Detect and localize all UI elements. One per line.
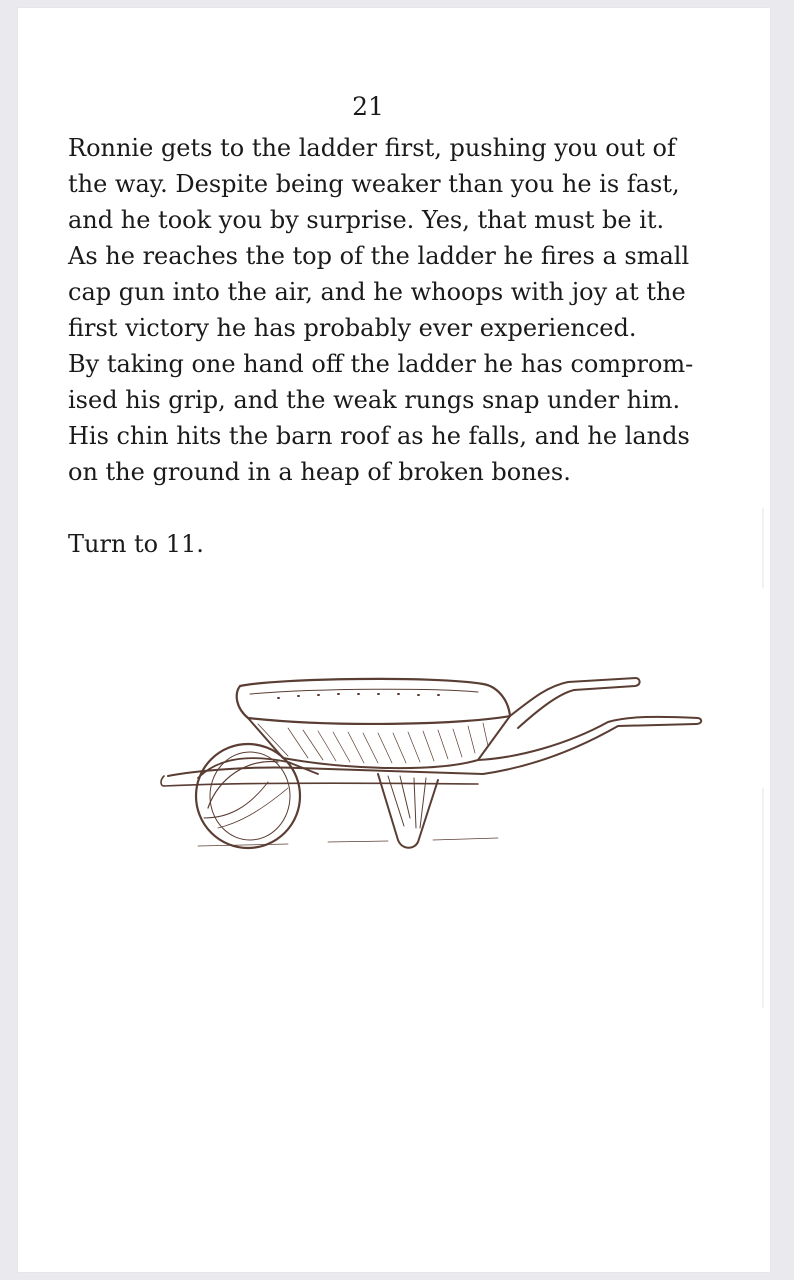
passage-line: the way. Despite being weaker than you he is fast, xyxy=(68,170,680,198)
passage-line: Ronnie gets to the ladder first, pushing you out of xyxy=(68,134,676,162)
passage-line: As he reaches the top of the ladder he fires a small xyxy=(68,242,690,270)
passage-line: By taking one hand off the ladder he has comprom- xyxy=(68,350,694,378)
passage-line: first victory he has probably ever experienced. xyxy=(68,314,637,342)
turn-to-instruction: Turn to 11. xyxy=(68,530,204,558)
passage-line: cap gun into the air, and he whoops with joy at the xyxy=(68,278,686,306)
passage-text xyxy=(68,130,718,490)
wheelbarrow-illustration xyxy=(138,658,718,868)
passage-line: and he took you by surprise. Yes, that must be it. xyxy=(68,206,665,234)
passage-line: ised his grip, and the weak rungs snap under him. xyxy=(68,386,681,414)
page-edge-shadow xyxy=(762,508,764,588)
passage-line: His chin hits the barn roof as he falls, and he lands xyxy=(68,422,690,450)
passage-line: on the ground in a heap of broken bones. xyxy=(68,458,571,486)
book-page xyxy=(18,8,770,1272)
page-number: 21 xyxy=(352,92,384,121)
page-edge-shadow xyxy=(762,788,764,1008)
